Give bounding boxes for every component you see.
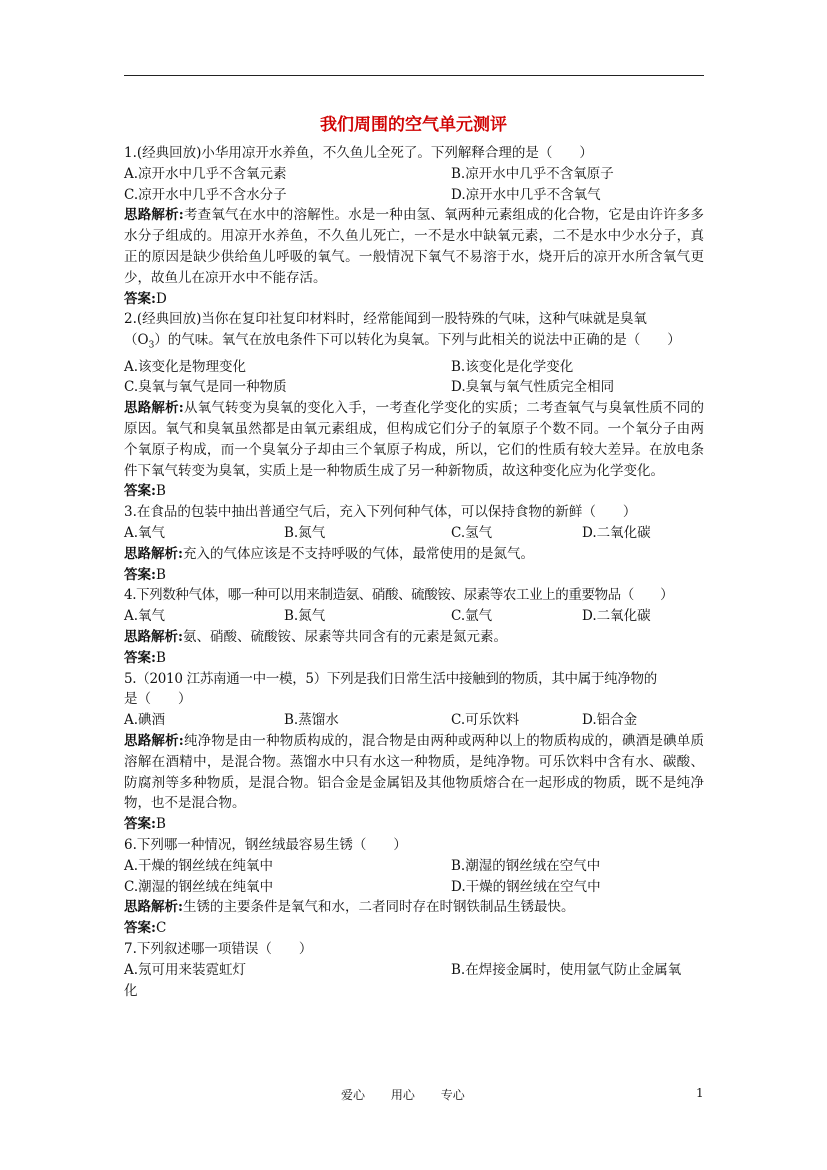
- answer-label: 答案:: [124, 290, 156, 307]
- q4-option-d: D.二氧化碳: [582, 608, 651, 625]
- q5-analysis: 思路解析:纯净物是由一种物质构成的，混合物是由两种或两种以上的物质构成的，碘酒是碘单质溶解在酒精中，是混合物。蒸馏水中只有水这一种物质，是纯净物。可乐饮料中含有水、碳酸、防腐剂等多种物质，是混合物。铝合金是金属铝及其他物质熔合在一起形成的物质，既不是纯净物，也不是混合物。: [124, 733, 705, 812]
- q3-option-b: B.氮气: [284, 525, 326, 542]
- q2-analysis: 思路解析:从氧气转变为臭氧的变化入手，一考查化学变化的实质；二考查氧气与臭氧性质不同的原因。氧气和臭氧虽然都是由氧元素组成，但构成它们分子的氧原子个数不同。一个氧分子由两个氧原子构成，而一个臭氧分子却由三个氧原子构成，所以，它们的性质有较大差异。在放电条件下氧气转变为臭氧，实质上是一种物质生成了另一种新物质，故这种变化应为化学变化。: [124, 400, 705, 479]
- q1-option-d: D.凉开水中几乎不含氧气: [451, 186, 601, 203]
- q3-option-c: C.氢气: [451, 525, 493, 542]
- q1-answer: 答案:D: [124, 290, 167, 307]
- q4-option-c: C.氩气: [451, 608, 493, 625]
- footer-text-3: 专心: [440, 1088, 465, 1102]
- q2-stem-line2: $(O_3)$的气味。氧气在放电条件下可以转化为臭氧。下列与此相关的说法中正确的是（ ）: [124, 332, 681, 351]
- footer-text-1: 爱心: [341, 1088, 366, 1102]
- q6-option-b: B.潮湿的钢丝绒在空气中: [451, 857, 601, 874]
- q7-options-row1: [124, 960, 704, 981]
- q1-option-b: B.凉开水中几乎不含氧原子: [451, 165, 614, 182]
- page-number: 1: [696, 1086, 704, 1100]
- q5-options: [124, 710, 704, 731]
- q2-stem-line1: 2.(经典回放)当你在复印社复印材料时，经常能闻到一股特殊的气味，这种气味就是臭氧: [124, 311, 647, 328]
- q2-options-row1: [124, 357, 704, 378]
- q1-stem: 1.(经典回放)小华用凉开水养鱼，不久鱼儿全死了。下列解释合理的是（ ）: [124, 145, 593, 161]
- analysis-label: 思路解析:: [124, 207, 184, 224]
- q2-answer: 答案:B: [124, 483, 166, 500]
- q7-stem: 7.下列叙述哪一项错误（ ）: [124, 940, 313, 957]
- q6-stem: 6.下列哪一种情况，钢丝绒最容易生锈（ ）: [124, 836, 407, 853]
- q5-option-b: B.蒸馏水: [284, 712, 339, 729]
- q4-stem: 4.下列数种气体，哪一种可以用来制造氨、硝酸、硫酸铵、尿素等农工业上的重要物品（ ）: [124, 587, 674, 604]
- q6-analysis: 思路解析:生锈的主要条件是氧气和水，二者同时存在时钢铁制品生锈最快。: [124, 899, 575, 916]
- q4-option-a: A.氧气: [124, 608, 166, 625]
- q6-options-row1: [124, 856, 704, 877]
- page-title: 我们周围的空气单元测评: [320, 115, 507, 135]
- footer-text-2: 用心: [390, 1088, 415, 1102]
- q5-answer: 答案:B: [124, 816, 166, 833]
- document-body: [124, 143, 704, 1001]
- q2-option-a: A.该变化是物理变化: [124, 358, 247, 375]
- q6-answer: 答案:C: [124, 920, 167, 937]
- q4-answer: 答案:B: [124, 649, 166, 666]
- q3-analysis: 思路解析:充入的气体应该是不支持呼吸的气体，最常使用的是氮气。: [124, 545, 534, 562]
- q3-stem: 3.在食品的包装中抽出普通空气后，充入下列何种气体，可以保持食物的新鲜（ ）: [124, 504, 637, 521]
- q5-stem-line2: 是（ ）: [124, 691, 192, 708]
- q6-options-row2: [124, 877, 704, 898]
- q2-option-b: B.该变化是化学变化: [451, 358, 574, 375]
- q2-option-c: C.臭氧与氧气是同一种物质: [124, 379, 287, 396]
- q6-option-a: A.干燥的钢丝绒在纯氧中: [124, 857, 274, 874]
- header-rule: [124, 75, 704, 76]
- q4-analysis: 思路解析:氨、硝酸、硫酸铵、尿素等共同含有的元素是氮元素。: [124, 629, 507, 646]
- q6-option-c: C.潮湿的钢丝绒在纯氧中: [124, 878, 274, 895]
- q5-stem-line1: 5.（2010 江苏南通一中一模，5）下列是我们日常生活中接触到的物质，其中属于纯净物的: [124, 670, 657, 687]
- q1-option-c: C.凉开水中几乎不含水分子: [124, 186, 287, 203]
- q7-option-a: A.氖可用来装霓虹灯: [124, 961, 247, 978]
- q2-option-d: D.臭氧与氧气性质完全相同: [451, 379, 615, 396]
- q1-option-a: A.凉开水中几乎不含氧元素: [124, 165, 287, 182]
- q1-options-row1: [124, 164, 704, 185]
- q7-option-b-continued: 化: [124, 982, 138, 999]
- q3-option-d: D.二氧化碳: [582, 525, 651, 542]
- q5-option-c: C.可乐饮料: [451, 712, 520, 729]
- q4-option-b: B.氮气: [284, 608, 326, 625]
- footer-motto: [341, 1086, 487, 1103]
- q3-answer: 答案:B: [124, 566, 166, 583]
- q4-options: [124, 606, 704, 627]
- q7-option-b: B.在焊接金属时，使用氩气防止金属氧: [451, 961, 682, 978]
- q3-options: [124, 523, 704, 544]
- q3-option-a: A.氧气: [124, 525, 166, 542]
- q1-options-row2: [124, 185, 704, 206]
- q2-options-row2: [124, 377, 704, 398]
- q5-option-a: A.碘酒: [124, 712, 166, 729]
- q6-option-d: D.干燥的钢丝绒在空气中: [451, 878, 601, 895]
- q1-analysis: 思路解析:考查氧气在水中的溶解性。水是一种由氢、氧两种元素组成的化合物，它是由许许多多水分子组成的。用凉开水养鱼，不久鱼儿死亡，一不是水中缺氧元素，二不是水中少水分子，真正的原因是缺少供给鱼儿呼吸的氧气。一般情况下氧气不易溶于水，烧开后的凉开水所含氧气更少，故鱼儿在凉开水中不能存活。: [124, 207, 705, 286]
- q5-option-d: D.铝合金: [582, 712, 638, 729]
